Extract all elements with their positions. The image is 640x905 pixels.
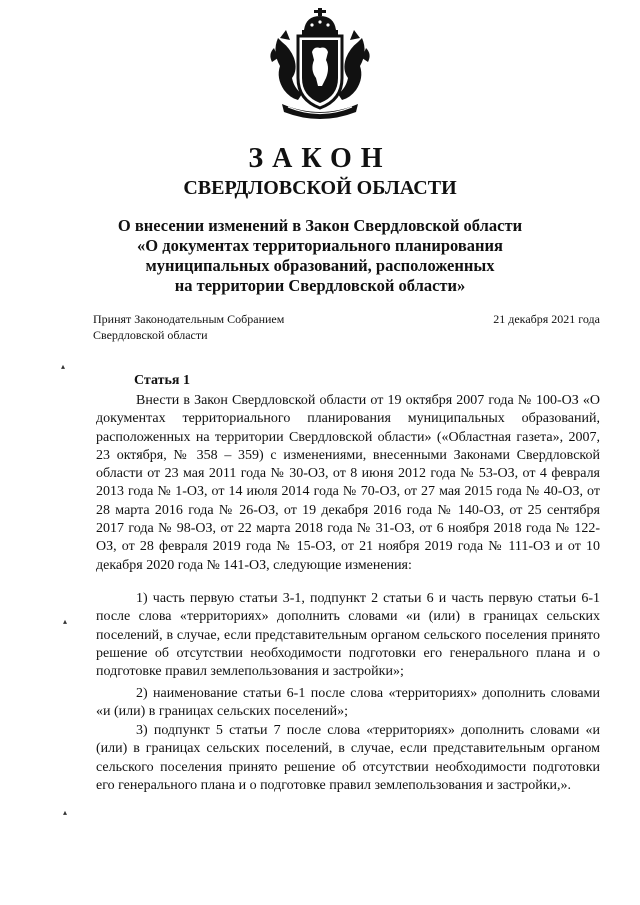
law-subject-line: О внесении изменений в Закон Свердловской области xyxy=(117,216,523,235)
scan-speck: ▴ xyxy=(63,808,68,817)
law-subject-title xyxy=(0,216,640,296)
adoption-date: 21 декабря 2021 года xyxy=(493,312,600,326)
law-subject-line: на территории Свердловской области» xyxy=(174,276,466,295)
law-title: ЗАКОН xyxy=(248,143,392,174)
article-paragraph: Внести в Закон Свердловской области от 19 октября 2007 года № 100-ОЗ «О документах территориального планирования муниципальных образований, расположенных на территории Свердловской области» («Областная газета», 2007, 23 октября, № 358 – 359) с изменениями, внесенными Законами Свердловской области от 23 мая 2011 года № 30-ОЗ, от 8 июня 2012 года № 53-ОЗ, от 4 февраля 2013 года № 1-ОЗ, от 14 июля 2014 года № 70-ОЗ, от 27 мая 2015 года № 40-ОЗ, от 28 марта 2016 года № 26-ОЗ, от 19 декабря 2016 года № 140-ОЗ, от 25 сентября 2017 года № 98-ОЗ, от 22 марта 2018 года № 31-ОЗ, от 6 ноября 2018 года № 122-ОЗ, от 28 февраля 2019 года № 15-ОЗ, от 21 ноября 2019 года № 111-ОЗ и от 10 декабря 2020 года № 141-ОЗ, следующие изменения: xyxy=(96,393,600,573)
region-title: СВЕРДЛОВСКОЙ ОБЛАСТИ xyxy=(183,177,457,199)
scan-speck: ▴ xyxy=(63,617,68,626)
scan-speck: ▴ xyxy=(61,362,66,371)
law-subject-line: муниципальных образований, расположенных xyxy=(145,256,495,275)
adoption-authority-line: Принят Законодательным Собранием xyxy=(93,312,285,326)
adoption-authority-line: Свердловской области xyxy=(93,328,208,342)
adoption-authority xyxy=(93,311,284,343)
amendment-item: 3) подпункт 5 статьи 7 после слова «территориях» дополнить словами «и (или) в границах сельских поселений, в случае, если представительным органом сельского поселения принято решение об отсутствии необходимости подготовки его генерального плана и о подготовке правил землепользования и застройки,». xyxy=(96,723,600,793)
article-heading: Статья 1 xyxy=(134,373,190,388)
amendment-item: 2) наименование статьи 6-1 после слова «территориях» дополнить словами «и (или) в границах сельских поселений»; xyxy=(96,686,600,720)
law-subject-line: «О документах территориального планирования xyxy=(137,236,503,255)
coat-of-arms-icon xyxy=(268,8,372,124)
amendment-item: 1) часть первую статьи 3-1, подпункт 2 статьи 6 и часть первую статьи 6-1 после слова «территориях» дополнить словами «и (или) в границах сельских поселений, в случае, если представительным органом сельского поселения принято решение об отсутствии необходимости подготовки его генерального плана и о подготовке правил землепользования и застройки»; xyxy=(96,591,600,680)
